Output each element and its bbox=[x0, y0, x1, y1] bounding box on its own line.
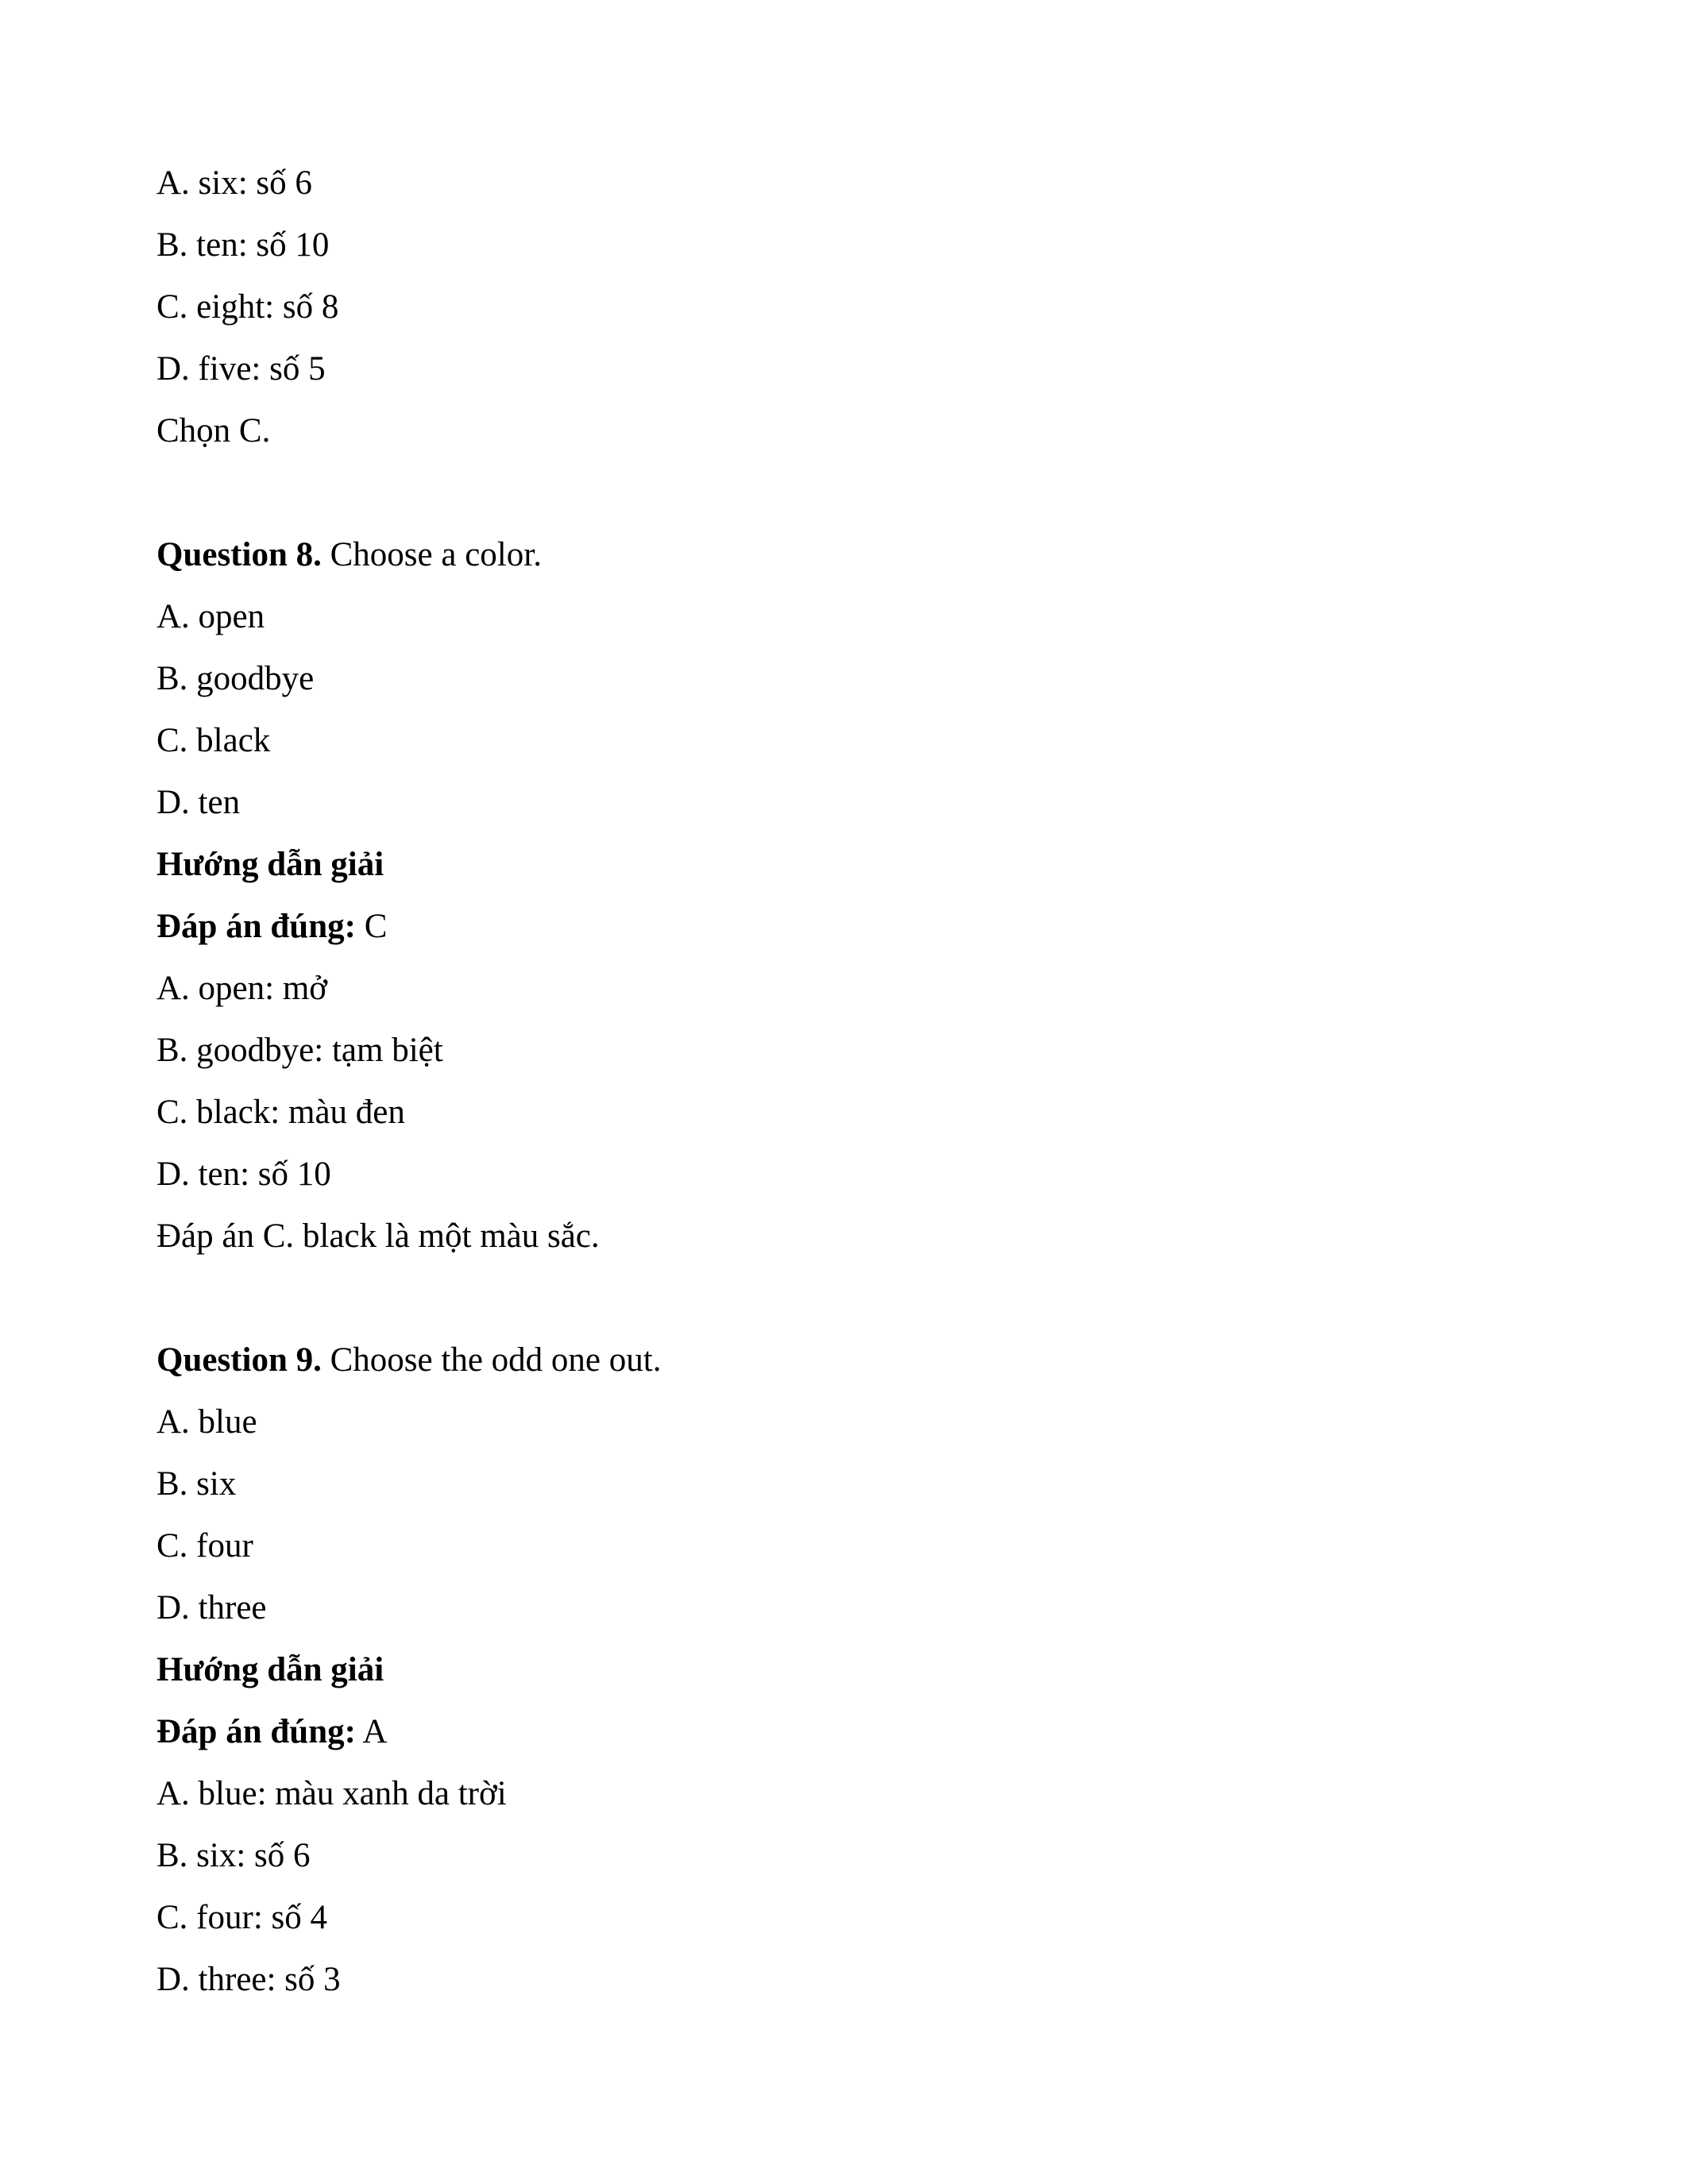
explanation-line: A. open: mở bbox=[156, 970, 328, 1007]
question-9-heading bbox=[156, 1329, 1531, 1391]
explanation-line: D. ten: số 10 bbox=[156, 1156, 331, 1193]
option-b: B. six bbox=[156, 1465, 237, 1503]
explanation-line: C. black: màu đen bbox=[156, 1094, 405, 1131]
spacer bbox=[156, 462, 1531, 524]
explanation-line: B. goodbye: tạm biệt bbox=[156, 1032, 443, 1069]
explanation-line: A. blue: màu xanh da trời bbox=[156, 1775, 507, 1812]
question-8-block bbox=[156, 524, 1531, 1268]
question-prompt: Choose the odd one out. bbox=[330, 1341, 662, 1379]
option-c: C. black bbox=[156, 722, 271, 759]
conclusion-line: Đáp án C. black là một màu sắc. bbox=[156, 1217, 600, 1255]
answer-choice-line: Chọn C. bbox=[156, 412, 271, 450]
correct-answer-line bbox=[156, 896, 1531, 958]
option-c: C. four bbox=[156, 1527, 253, 1565]
explanation-line: B. ten: số 10 bbox=[156, 226, 330, 264]
guide-heading: Hướng dẫn giải bbox=[156, 1651, 384, 1688]
document-page bbox=[156, 152, 1531, 2011]
question-9-block bbox=[156, 1329, 1531, 2011]
explanation-line: C. eight: số 8 bbox=[156, 288, 339, 326]
explanation-line: D. five: số 5 bbox=[156, 350, 326, 388]
question-label: Question 8. bbox=[156, 536, 322, 573]
explanation-line: C. four: số 4 bbox=[156, 1899, 327, 1936]
spacer bbox=[156, 1268, 1531, 1329]
option-d: D. ten bbox=[156, 784, 241, 821]
question-prompt: Choose a color. bbox=[330, 536, 542, 573]
answer-value: C bbox=[364, 908, 388, 945]
answer-label: Đáp án đúng: bbox=[156, 908, 356, 945]
question-label: Question 9. bbox=[156, 1341, 322, 1379]
question-8-heading bbox=[156, 524, 1531, 586]
option-d: D. three bbox=[156, 1589, 267, 1626]
answer-label: Đáp án đúng: bbox=[156, 1713, 356, 1750]
answer-value: A bbox=[362, 1713, 388, 1750]
correct-answer-line bbox=[156, 1701, 1531, 1763]
guide-heading: Hướng dẫn giải bbox=[156, 846, 384, 883]
explanation-line: D. three: số 3 bbox=[156, 1961, 341, 1998]
previous-answer-block bbox=[156, 152, 1531, 462]
option-a: A. open bbox=[156, 598, 265, 635]
option-b: B. goodbye bbox=[156, 660, 315, 697]
explanation-line: A. six: số 6 bbox=[156, 164, 312, 202]
option-a: A. blue bbox=[156, 1403, 257, 1441]
explanation-line: B. six: số 6 bbox=[156, 1837, 311, 1874]
